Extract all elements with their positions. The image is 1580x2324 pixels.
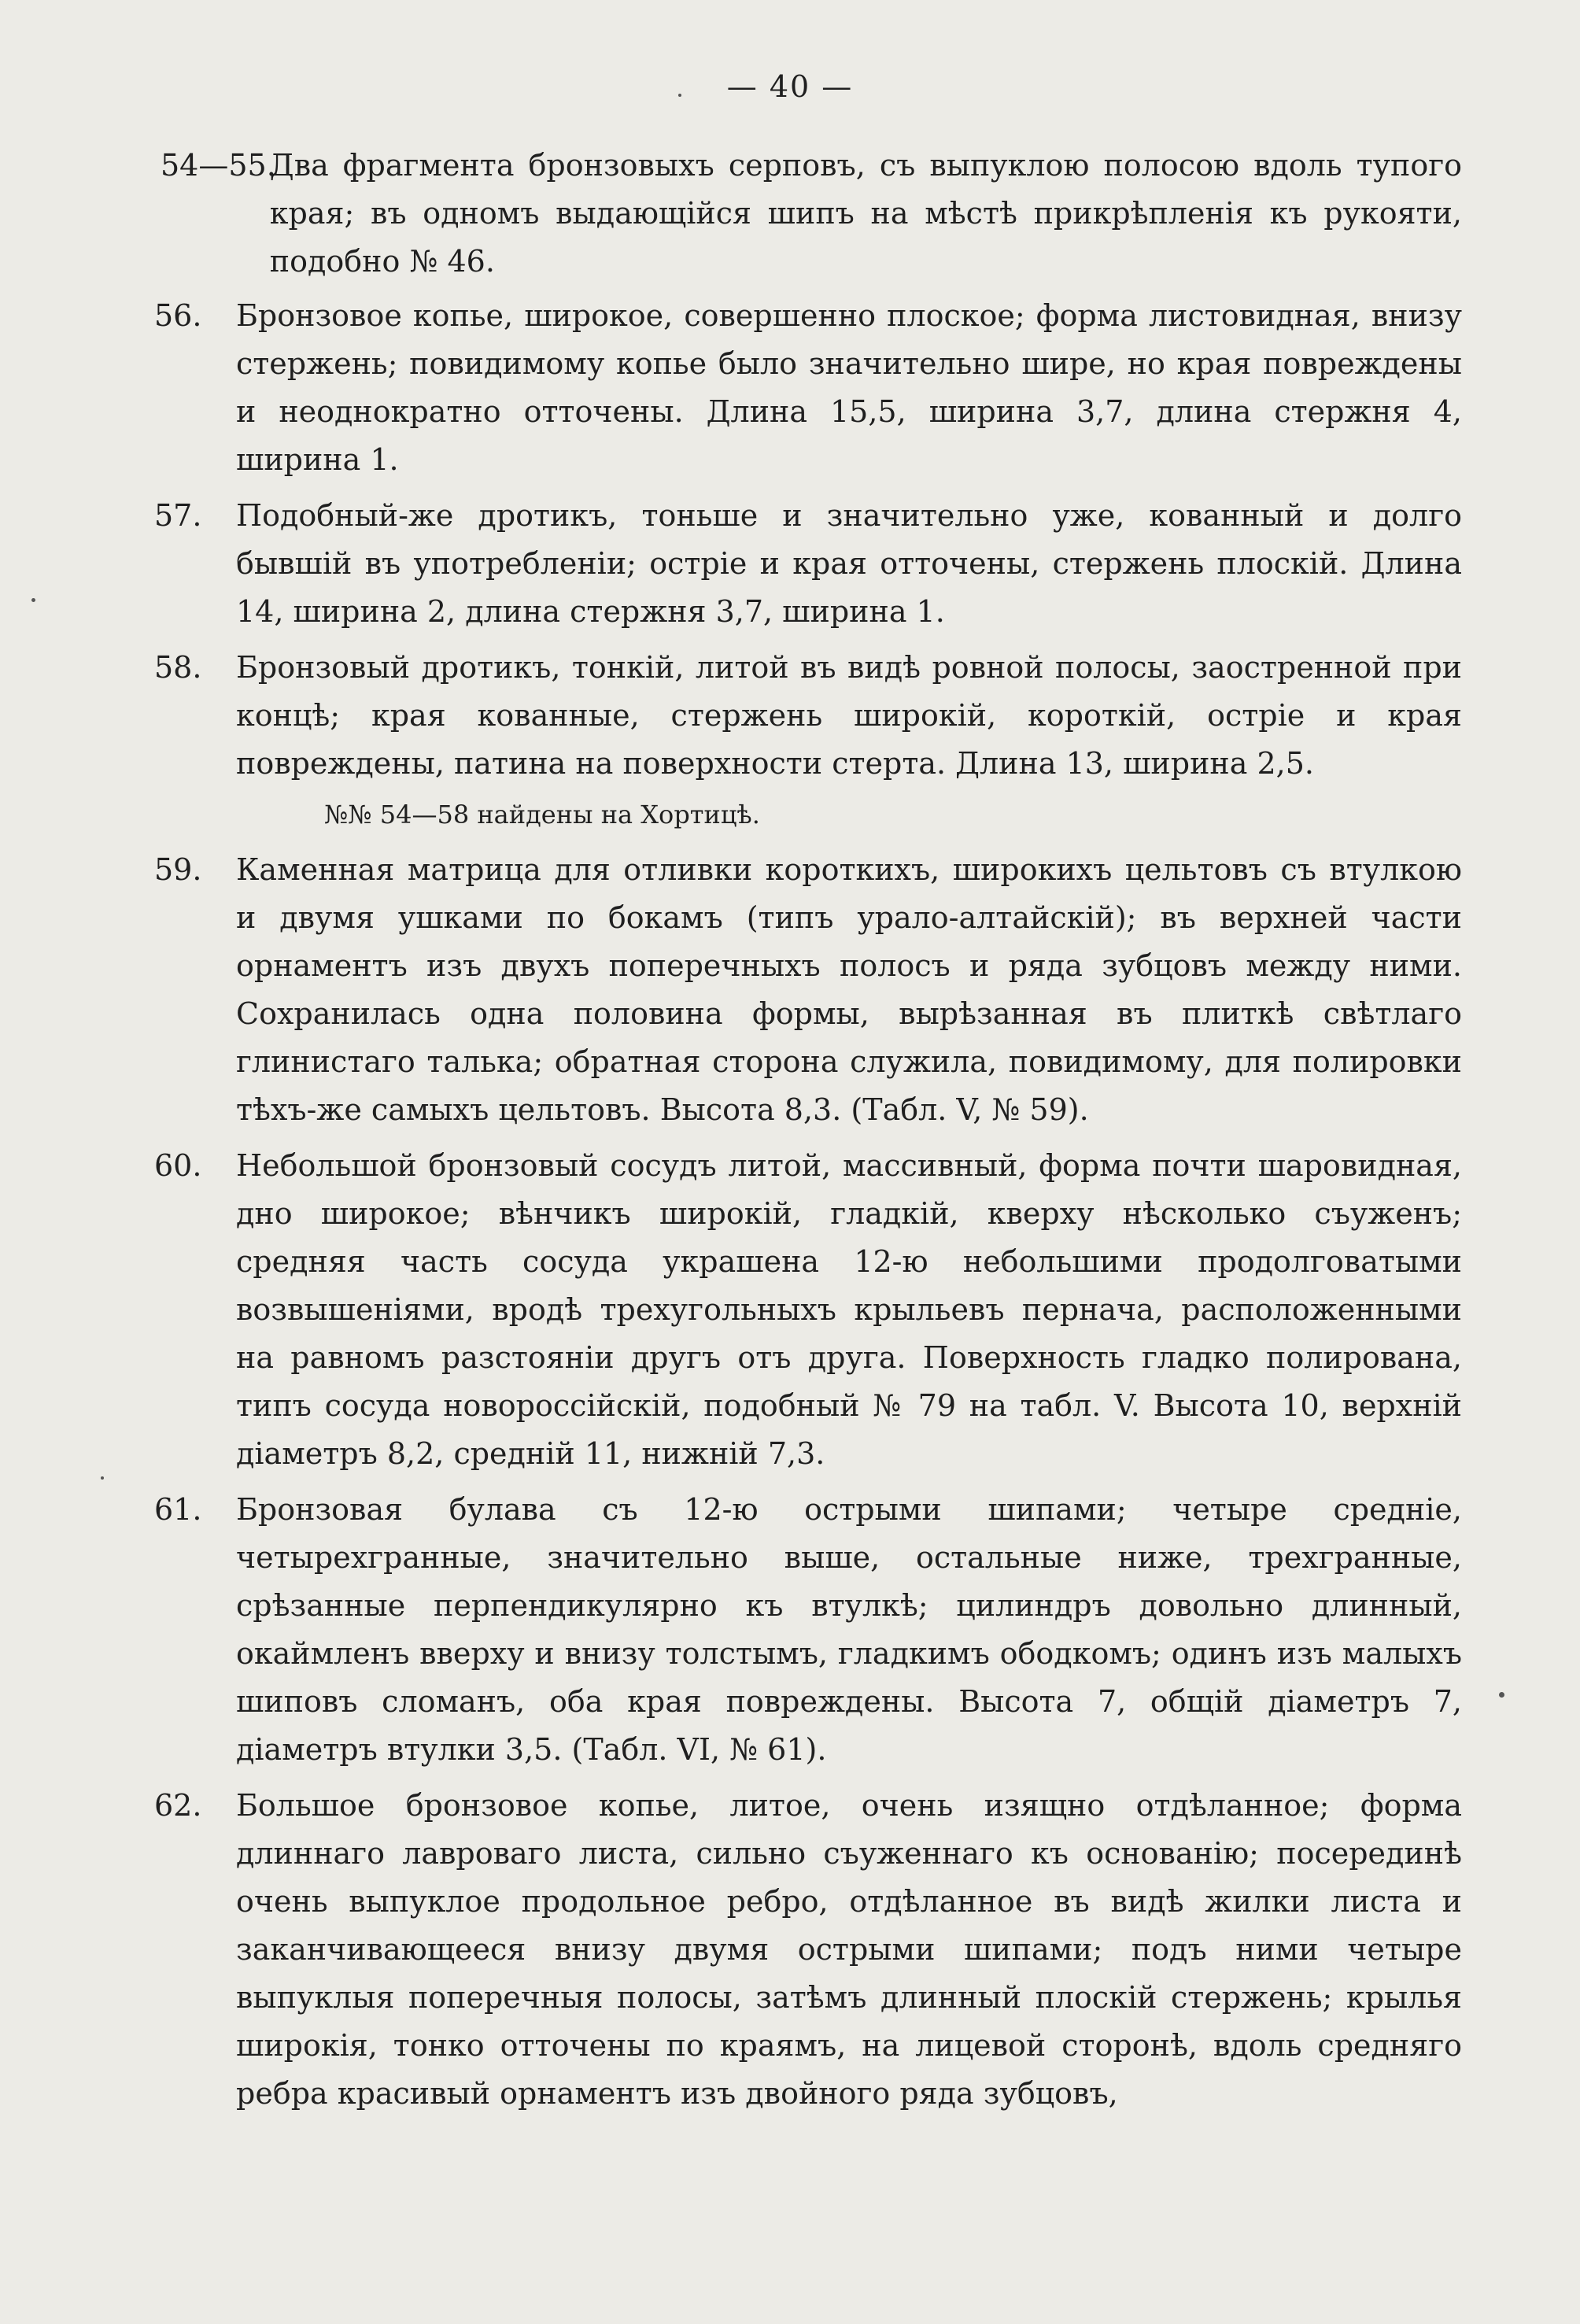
catalog-entry [154,1142,1462,1478]
page-number: — 40 — [726,69,854,104]
entry-text: Бронзовая булава съ 12-ю острыми шипами; четыре средніе, четырехгранные, значительно выше, остальные ниже, трехгранные, срѣзанные перпендикулярно къ втулкѣ; цилиндръ довольно длинный, окаймленъ вверху и внизу толстымъ, гладкимъ ободкомъ; одинъ изъ малыхъ шиповъ сломанъ, оба края повреждены. Высота 7, общій діаметръ 7, діаметръ втулки 3,5. (Табл. VI, № 61). [236,1492,1462,1767]
catalog-entry [154,1486,1462,1774]
catalog-entry [154,492,1462,636]
entry-text: Подобный-же дротикъ, тоньше и значительно уже, кованный и долго бывшій въ употребленіи; остріе и края отточены, стержень плоскій. Длина 14, ширина 2, длина стержня 3,7, ширина 1. [236,498,1462,629]
entry-text: Каменная матрица для отливки короткихъ, широкихъ цельтовъ съ втулкою и двумя ушками по бокамъ (типъ урало-алтайскій); въ верхней части орнаментъ изъ двухъ поперечныхъ полосъ и ряда зубцовъ между ними. Сохранилась одна половина формы, вырѣзанная въ плиткѣ свѣтлаго глинистаго талька; обратная сторона служила, повидимому, для полировки тѣхъ-же самыхъ цельтовъ. Высота 8,3. (Табл. V, № 59). [236,852,1462,1127]
catalog-entry [154,1782,1462,2118]
entry-number: 58. [154,650,202,685]
entry-text: Два фрагмента бронзовыхъ серповъ, съ выпуклою полосою вдоль тупого края; въ одномъ выдающійся шипъ на мѣстѣ прикрѣпленія къ рукояти, подобно № 46. [269,148,1462,279]
entry-text: Бронзовый дротикъ, тонкій, литой въ видѣ ровной полосы, заостренной при концѣ; края кованные, стержень широкій, короткій, остріе и края повреждены, патина на поверхности стерта. Длина 13, ширина 2,5. [236,650,1462,781]
paper-speck [101,1476,104,1480]
entry-number: 60. [154,1148,202,1183]
entry-text: Большое бронзовое копье, литое, очень изящно отдѣланное; форма длиннаго лавроваго листа, сильно съуженнаго къ основанію; посерединѣ очень выпуклое продольное ребро, отдѣланное въ видѣ жилки листа и заканчивающееся внизу двумя острыми шипами; подъ ними четыре выпуклыя поперечныя полосы, затѣмъ длинный плоскій стержень; крылья широкія, тонко отточены по краямъ, на лицевой сторонѣ, вдоль средняго ребра красивый орнаментъ изъ двойного ряда зубцовъ, [236,1788,1462,2111]
entry-number: 56. [154,298,202,333]
entry-text: Небольшой бронзовый сосудъ литой, массивный, форма почти шаровидная, дно широкое; вѣнчикъ широкій, гладкій, кверху нѣсколько съуженъ; средняя часть сосуда украшена 12-ю небольшими продолговатыми возвышеніями, вродѣ трехугольныхъ крыльевъ пернача, расположенными на равномъ разстояніи другъ отъ друга. Поверхность гладко полирована, типъ сосуда новороссійскій, подобный № 79 на табл. V. Высота 10, верхній діаметръ 8,2, средній 11, нижній 7,3. [236,1148,1462,1471]
catalog-entries [154,142,1462,2126]
catalog-entry [154,644,1462,788]
paper-speck [678,94,681,97]
entry-number: 57. [154,498,202,533]
catalog-entry [154,142,1462,286]
paper-speck [1499,1692,1504,1698]
entry-number: 61. [154,1492,202,1527]
entry-number: 59. [154,852,202,887]
catalog-entry [154,292,1462,484]
catalog-entry [154,846,1462,1134]
location-note: №№ 54—58 найдены на Хортицѣ. [324,800,760,829]
entry-number: 62. [154,1788,202,1823]
entry-number: 54—55. [161,148,276,183]
entry-text: Бронзовое копье, широкое, совершенно плоское; форма листовидная, внизу стержень; повидимому копье было значительно шире, но края повреждены и неоднократно отточены. Длина 15,5, ширина 3,7, длина стержня 4, ширина 1. [236,298,1462,477]
paper-speck [31,598,35,602]
